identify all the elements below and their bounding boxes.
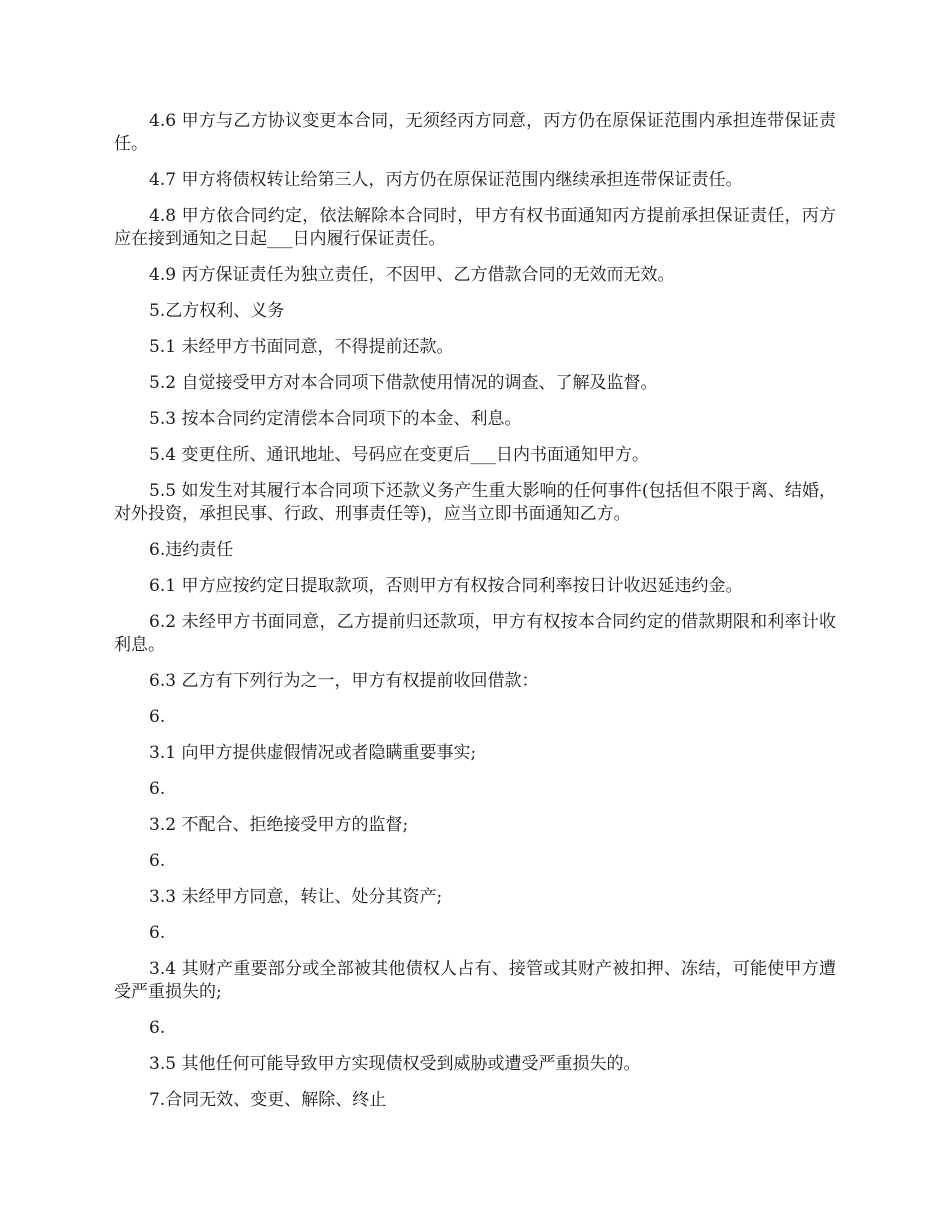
clause-5-1: 5.1 未经甲方书面同意，不得提前还款。 [149,337,454,357]
clause-6-2: 6.2 未经甲方书面同意，乙方提前归还款项，甲方有权按本合同约定的借款期限和利率计收利息。 [114,612,836,655]
list-prefix: 6. [149,923,166,943]
clause-4-8: 4.8 甲方依合同约定，依法解除本合同时，甲方有权书面通知丙方提前承担保证责任，丙方应在接到通知之日起___日内履行保证责任。 [114,206,836,249]
clause-4-9: 4.9 丙方保证责任为独立责任，不因甲、乙方借款合同的无效而无效。 [149,265,675,285]
clause-5-5: 5.5 如发生对其履行本合同项下还款义务产生重大影响的任何事件(包括但不限于离、结婚，对外投资，承担民事、行政、刑事责任等)，应当立即书面通知乙方。 [114,481,836,524]
clause-6-3-2: 3.2 不配合、拒绝接受甲方的监督; [149,815,409,835]
list-prefix: 6. [149,851,166,871]
clause-4-7: 4.7 甲方将债权转让给第三人，丙方仍在原保证范围内继续承担连带保证责任。 [149,170,743,190]
document-body [114,110,836,1125]
clause-6-3-4: 3.4 其财产重要部分或全部被其他债权人占有、接管或其财产被扣押、冻结，可能使甲方遭受严重损失的; [114,959,836,1002]
clause-6-3: 6.3 乙方有下列行为之一，甲方有权提前收回借款： [149,671,539,691]
section-heading-6: 6.违约责任 [149,540,234,560]
clause-5-2: 5.2 自觉接受甲方对本合同项下借款使用情况的调查、了解及监督。 [149,373,658,393]
clause-5-4: 5.4 变更住所、通讯地址、号码应在变更后___日内书面通知甲方。 [149,445,649,465]
section-heading-5: 5.乙方权利、义务 [149,301,285,321]
clause-6-1: 6.1 甲方应按约定日提取款项，否则甲方有权按合同利率按日计收迟延违约金。 [149,576,743,596]
list-prefix: 6. [149,1018,166,1038]
clause-6-3-3: 3.3 未经甲方同意，转让、处分其资产; [149,887,443,907]
list-prefix: 6. [149,779,166,799]
section-heading-7: 7.合同无效、变更、解除、终止 [149,1090,387,1110]
clause-4-6: 4.6 甲方与乙方协议变更本合同，无须经丙方同意，丙方仍在原保证范围内承担连带保证责任。 [114,111,836,154]
clause-5-3: 5.3 按本合同约定清偿本合同项下的本金、利息。 [149,409,522,429]
clause-6-3-1: 3.1 向甲方提供虚假情况或者隐瞒重要事实; [149,743,477,763]
clause-6-3-5: 3.5 其他任何可能导致甲方实现债权受到威胁或遭受严重损失的。 [149,1054,641,1074]
list-prefix: 6. [149,707,166,727]
